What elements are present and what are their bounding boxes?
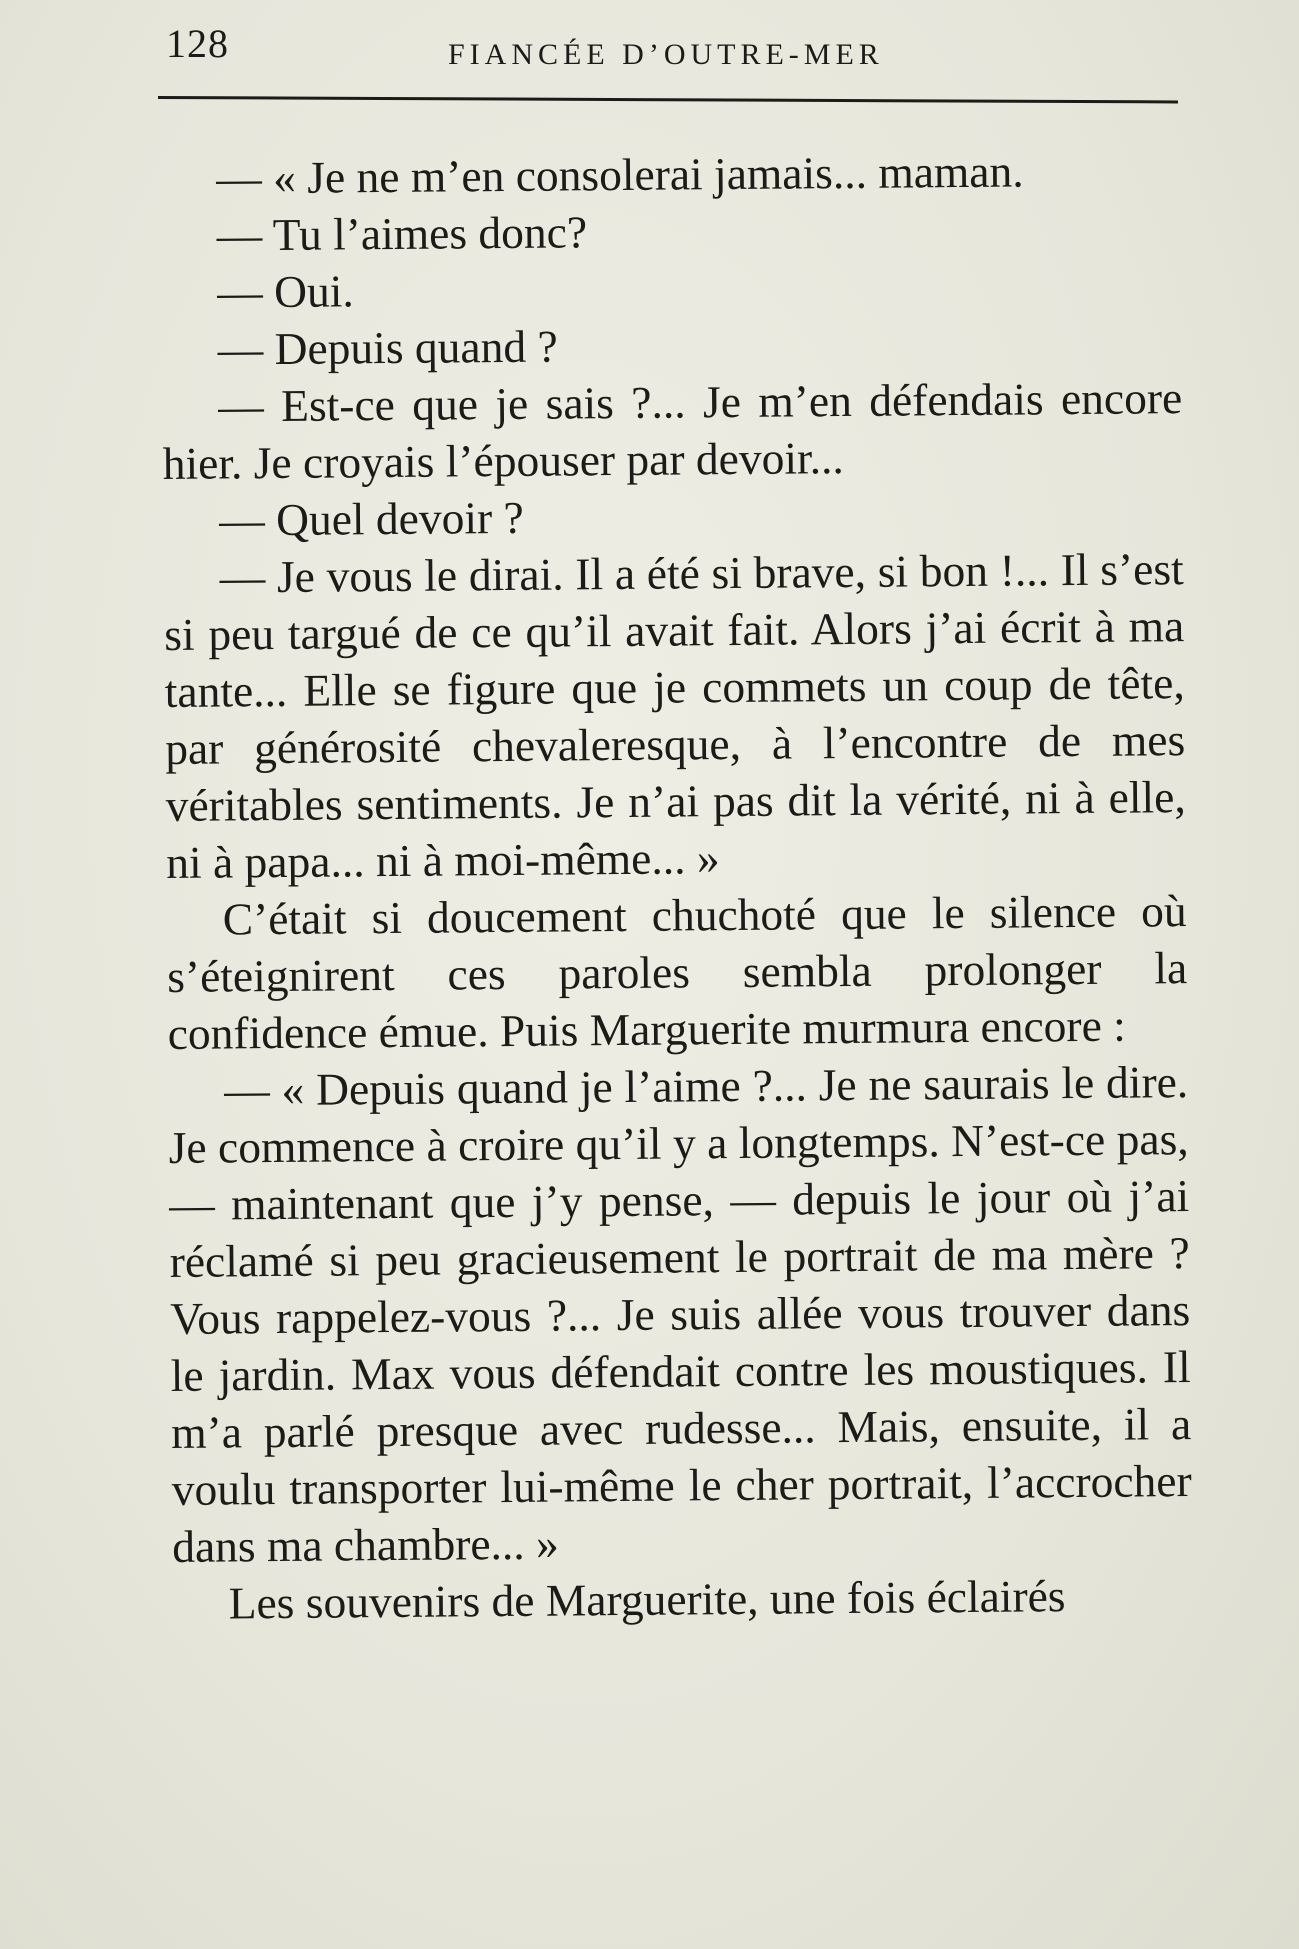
body-text	[160, 141, 1193, 1632]
running-title: FIANCÉE D’OUTRE-MER	[448, 38, 884, 71]
paragraph: — Oui.	[217, 265, 354, 318]
header-rule	[158, 96, 1178, 103]
paragraph: — « Je ne m’en consolerai jamais... maman.	[216, 145, 1024, 204]
paragraph: C’était si doucement chuchoté que le silence où s’éteignirent ces paroles sembla prolonger la confidence émue. Puis Marguerite murmura encore :	[166, 885, 1188, 1059]
paragraph: — Est-ce que je sais ?... Je m’en défendais encore hier. Je croyais l’épouser par devoir...	[162, 372, 1183, 489]
paragraph: — Quel devoir ?	[219, 491, 524, 546]
paragraph: — Depuis quand ?	[217, 320, 558, 375]
paragraph: — Je vous le dirai. Il a été si brave, si bon !... Il s’est si peu targué de ce qu’il avait fait. Alors j’ai écrit à ma tante... Elle se figure que je commets un coup de tête, par générosité chevaleresque, à l’encontre de mes véritables sentiments. Je n’ai pas dit la vérité, ni à elle, ni à papa... ni à moi-même... »	[164, 543, 1186, 888]
paragraph: Les souvenirs de Marguerite, une fois éclairés	[228, 1570, 1066, 1629]
paragraph: — « Depuis quand je l’aime ?... Je ne saurais le dire. Je commence à croire qu’il y a longtemps. N’est-ce pas, — maintenant que j’y pense, — depuis le jour où j’ai réclamé si peu gracieusement le portrait de ma mère ? Vous rappelez-vous ?... Je suis allée vous trouver dans le jardin. Max vous défendait contre les moustiques. Il m’a parlé presque avec rudesse... Mais, ensuite, il a voulu transporter lui-même le cher portrait, l’accrocher dans ma chambre... »	[168, 1056, 1192, 1572]
paragraph: — Tu l’aimes donc?	[216, 206, 588, 261]
page-number: 128	[166, 21, 229, 66]
